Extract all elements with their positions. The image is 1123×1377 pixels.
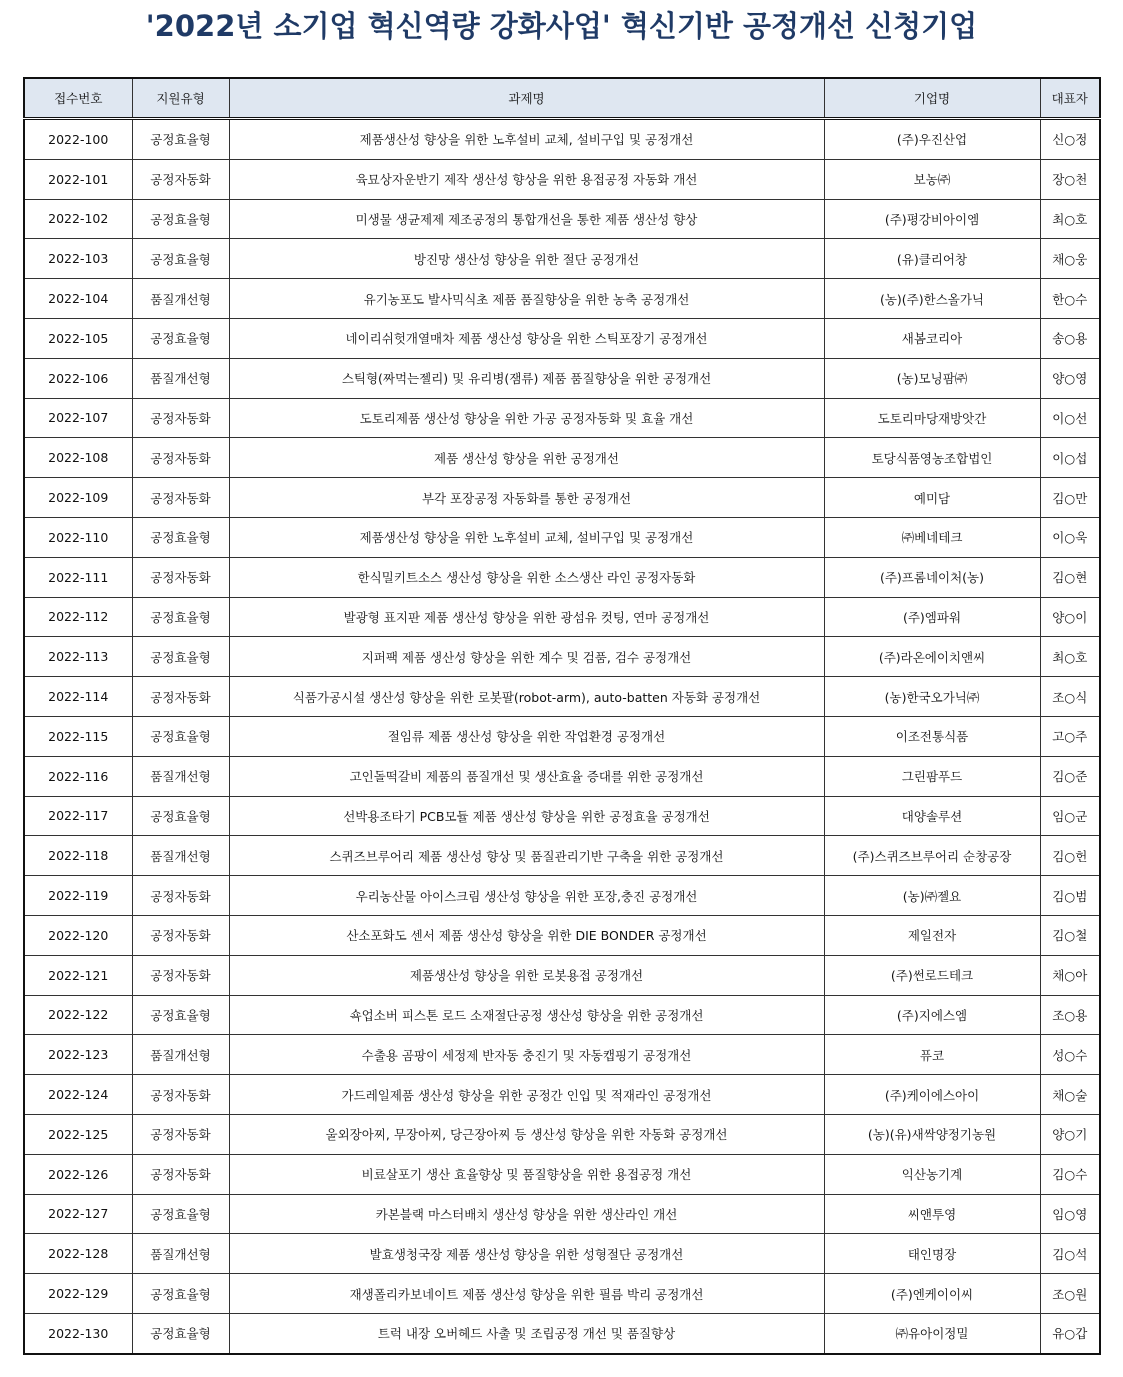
support-type-cell: 품질개선형 (132, 1035, 229, 1075)
header-support-type: 지원유형 (132, 78, 229, 119)
table-row (24, 557, 1100, 597)
table-row (24, 438, 1100, 478)
table-header-row (24, 78, 1100, 119)
receipt-no-cell: 2022-102 (24, 199, 132, 239)
project-name-cell: 수출용 곰팡이 세정제 반자동 충진기 및 자동캡핑기 공정개선 (229, 1035, 824, 1075)
support-type-cell: 공정효율형 (132, 239, 229, 279)
representative-cell: 조○용 (1040, 995, 1100, 1035)
header-project-name: 과제명 (229, 78, 824, 119)
project-name-cell: 제품 생산성 향상을 위한 공정개선 (229, 438, 824, 478)
project-name-cell: 부각 포장공정 자동화를 통한 공정개선 (229, 478, 824, 518)
support-type-cell: 공정효율형 (132, 1313, 229, 1353)
project-name-cell: 제품생산성 향상을 위한 로봇용접 공정개선 (229, 955, 824, 995)
support-type-cell: 공정자동화 (132, 677, 229, 717)
company-name-cell: 퓨코 (824, 1035, 1040, 1075)
project-name-cell: 우리농산물 아이스크림 생산성 향상을 위한 포장,충진 공정개선 (229, 876, 824, 916)
representative-cell: 채○아 (1040, 955, 1100, 995)
representative-cell: 김○준 (1040, 756, 1100, 796)
support-type-cell: 공정자동화 (132, 557, 229, 597)
receipt-no-cell: 2022-120 (24, 915, 132, 955)
project-name-cell: 제품생산성 향상을 위한 노후설비 교체, 설비구입 및 공정개선 (229, 119, 824, 160)
support-type-cell: 공정효율형 (132, 199, 229, 239)
support-type-cell: 품질개선형 (132, 358, 229, 398)
company-name-cell: (농)(주)한스올가닉 (824, 279, 1040, 319)
receipt-no-cell: 2022-124 (24, 1075, 132, 1115)
project-name-cell: 고인돌떡갈비 제품의 품질개선 및 생산효율 증대를 위한 공정개선 (229, 756, 824, 796)
company-name-cell: (농)(유)새싹양정기농원 (824, 1114, 1040, 1154)
project-name-cell: 육묘상자운반기 제작 생산성 향상을 위한 용접공정 자동화 개선 (229, 159, 824, 199)
table-row (24, 279, 1100, 319)
project-name-cell: 방진망 생산성 향상을 위한 절단 공정개선 (229, 239, 824, 279)
company-name-cell: 도토리마당재방앗간 (824, 398, 1040, 438)
support-type-cell: 공정자동화 (132, 876, 229, 916)
receipt-no-cell: 2022-115 (24, 716, 132, 756)
representative-cell: 최○호 (1040, 199, 1100, 239)
table-row (24, 1194, 1100, 1234)
representative-cell: 채○술 (1040, 1075, 1100, 1115)
table-row (24, 1114, 1100, 1154)
receipt-no-cell: 2022-126 (24, 1154, 132, 1194)
company-name-cell: (유)클리어창 (824, 239, 1040, 279)
support-type-cell: 공정자동화 (132, 1075, 229, 1115)
table-row (24, 119, 1100, 160)
company-name-cell: (주)엠파워 (824, 597, 1040, 637)
representative-cell: 조○원 (1040, 1274, 1100, 1314)
support-type-cell: 공정자동화 (132, 438, 229, 478)
representative-cell: 이○선 (1040, 398, 1100, 438)
representative-cell: 임○군 (1040, 796, 1100, 836)
support-type-cell: 공정자동화 (132, 955, 229, 995)
table-row (24, 318, 1100, 358)
receipt-no-cell: 2022-109 (24, 478, 132, 518)
table-row (24, 995, 1100, 1035)
page-title: '2022년 소기업 혁신역량 강화사업' 혁신기반 공정개선 신청기업 (145, 9, 978, 43)
project-name-cell: 절임류 제품 생산성 향상을 위한 작업환경 공정개선 (229, 716, 824, 756)
company-name-cell: (주)평강비아이엠 (824, 199, 1040, 239)
support-type-cell: 품질개선형 (132, 279, 229, 319)
support-type-cell: 공정효율형 (132, 1194, 229, 1234)
receipt-no-cell: 2022-111 (24, 557, 132, 597)
representative-cell: 유○갑 (1040, 1313, 1100, 1353)
representative-cell: 김○헌 (1040, 836, 1100, 876)
receipt-no-cell: 2022-105 (24, 318, 132, 358)
company-name-cell: 태인명장 (824, 1234, 1040, 1274)
project-name-cell: 울외장아찌, 무장아찌, 당근장아찌 등 생산성 향상을 위한 자동화 공정개선 (229, 1114, 824, 1154)
receipt-no-cell: 2022-114 (24, 677, 132, 717)
receipt-no-cell: 2022-103 (24, 239, 132, 279)
receipt-no-cell: 2022-128 (24, 1234, 132, 1274)
representative-cell: 성○수 (1040, 1035, 1100, 1075)
company-name-cell: (주)프롬네이처(농) (824, 557, 1040, 597)
table-row (24, 955, 1100, 995)
receipt-no-cell: 2022-113 (24, 637, 132, 677)
table-row (24, 597, 1100, 637)
support-type-cell: 공정효율형 (132, 517, 229, 557)
project-name-cell: 한식밀키트소스 생산성 향상을 위한 소스생산 라인 공정자동화 (229, 557, 824, 597)
receipt-no-cell: 2022-122 (24, 995, 132, 1035)
company-name-cell: (농)㈜젤요 (824, 876, 1040, 916)
representative-cell: 김○수 (1040, 1154, 1100, 1194)
table-row (24, 1154, 1100, 1194)
receipt-no-cell: 2022-101 (24, 159, 132, 199)
representative-cell: 송○용 (1040, 318, 1100, 358)
receipt-no-cell: 2022-119 (24, 876, 132, 916)
representative-cell: 김○석 (1040, 1234, 1100, 1274)
project-name-cell: 가드레일제품 생산성 향상을 위한 공정간 인입 및 적재라인 공정개선 (229, 1075, 824, 1115)
table-row (24, 1313, 1100, 1353)
representative-cell: 김○만 (1040, 478, 1100, 518)
table-row (24, 517, 1100, 557)
table-row (24, 199, 1100, 239)
representative-cell: 조○식 (1040, 677, 1100, 717)
project-name-cell: 도토리제품 생산성 향상을 위한 가공 공정자동화 및 효율 개선 (229, 398, 824, 438)
support-type-cell: 품질개선형 (132, 1234, 229, 1274)
representative-cell: 최○호 (1040, 637, 1100, 677)
receipt-no-cell: 2022-130 (24, 1313, 132, 1353)
project-name-cell: 트럭 내장 오버헤드 사출 및 조립공정 개선 및 품질향상 (229, 1313, 824, 1353)
project-name-cell: 스틱형(짜먹는젤리) 및 유리병(잼류) 제품 품질향상을 위한 공정개선 (229, 358, 824, 398)
table-body (24, 119, 1100, 1354)
table-row (24, 637, 1100, 677)
table-row (24, 1075, 1100, 1115)
company-name-cell: (주)썬로드테크 (824, 955, 1040, 995)
company-name-cell: (주)지에스엠 (824, 995, 1040, 1035)
project-name-cell: 선박용조타기 PCB모듈 제품 생산성 향상을 위한 공정효율 공정개선 (229, 796, 824, 836)
table-row (24, 796, 1100, 836)
company-name-cell: 토당식품영농조합법인 (824, 438, 1040, 478)
company-name-cell: ㈜베네테크 (824, 517, 1040, 557)
project-name-cell: 미생물 생균제제 제조공정의 통합개선을 통한 제품 생산성 향상 (229, 199, 824, 239)
support-type-cell: 공정효율형 (132, 637, 229, 677)
table-row (24, 836, 1100, 876)
representative-cell: 김○범 (1040, 876, 1100, 916)
project-name-cell: 재생폴리카보네이트 제품 생산성 향상을 위한 필름 박리 공정개선 (229, 1274, 824, 1314)
representative-cell: 양○이 (1040, 597, 1100, 637)
representative-cell: 양○기 (1040, 1114, 1100, 1154)
project-name-cell: 제품생산성 향상을 위한 노후설비 교체, 설비구입 및 공정개선 (229, 517, 824, 557)
header-company-name: 기업명 (824, 78, 1040, 119)
project-name-cell: 산소포화도 센서 제품 생산성 향상을 위한 DIE BONDER 공정개선 (229, 915, 824, 955)
representative-cell: 이○욱 (1040, 517, 1100, 557)
project-name-cell: 쇽업소버 피스톤 로드 소재절단공정 생산성 향상을 위한 공정개선 (229, 995, 824, 1035)
table-row (24, 358, 1100, 398)
applicant-table (23, 77, 1101, 1355)
project-name-cell: 비료살포기 생산 효율향상 및 품질향상을 위한 용접공정 개선 (229, 1154, 824, 1194)
representative-cell: 채○웅 (1040, 239, 1100, 279)
company-name-cell: (주)우진산업 (824, 119, 1040, 160)
company-name-cell: 그린팜푸드 (824, 756, 1040, 796)
project-name-cell: 카본블랙 마스터배치 생산성 향상을 위한 생산라인 개선 (229, 1194, 824, 1234)
support-type-cell: 품질개선형 (132, 756, 229, 796)
receipt-no-cell: 2022-110 (24, 517, 132, 557)
project-name-cell: 식품가공시설 생산성 향상을 위한 로봇팔(robot-arm), auto-batten 자동화 공정개선 (229, 677, 824, 717)
table-row (24, 756, 1100, 796)
support-type-cell: 공정자동화 (132, 159, 229, 199)
company-name-cell: 씨앤투영 (824, 1194, 1040, 1234)
company-name-cell: 이조전통식품 (824, 716, 1040, 756)
support-type-cell: 공정효율형 (132, 796, 229, 836)
project-name-cell: 발효생청국장 제품 생산성 향상을 위한 성형절단 공정개선 (229, 1234, 824, 1274)
receipt-no-cell: 2022-116 (24, 756, 132, 796)
receipt-no-cell: 2022-117 (24, 796, 132, 836)
table-row (24, 716, 1100, 756)
receipt-no-cell: 2022-125 (24, 1114, 132, 1154)
table-row (24, 1035, 1100, 1075)
project-name-cell: 지퍼팩 제품 생산성 향상을 위한 계수 및 검품, 검수 공정개선 (229, 637, 824, 677)
representative-cell: 고○주 (1040, 716, 1100, 756)
project-name-cell: 유기농포도 발사믹식초 제품 품질향상을 위한 농축 공정개선 (229, 279, 824, 319)
receipt-no-cell: 2022-108 (24, 438, 132, 478)
receipt-no-cell: 2022-106 (24, 358, 132, 398)
receipt-no-cell: 2022-107 (24, 398, 132, 438)
project-name-cell: 발광형 표지판 제품 생산성 향상을 위한 광섬유 컷팅, 연마 공정개선 (229, 597, 824, 637)
representative-cell: 한○수 (1040, 279, 1100, 319)
receipt-no-cell: 2022-123 (24, 1035, 132, 1075)
representative-cell: 양○영 (1040, 358, 1100, 398)
support-type-cell: 공정자동화 (132, 1154, 229, 1194)
company-name-cell: 익산농기계 (824, 1154, 1040, 1194)
receipt-no-cell: 2022-100 (24, 119, 132, 160)
table-row (24, 915, 1100, 955)
header-receipt-no: 접수번호 (24, 78, 132, 119)
support-type-cell: 공정자동화 (132, 1114, 229, 1154)
representative-cell: 장○천 (1040, 159, 1100, 199)
representative-cell: 임○영 (1040, 1194, 1100, 1234)
table-row (24, 398, 1100, 438)
company-name-cell: (주)엔케이이씨 (824, 1274, 1040, 1314)
table-row (24, 876, 1100, 916)
support-type-cell: 품질개선형 (132, 836, 229, 876)
company-name-cell: 대양솔루션 (824, 796, 1040, 836)
company-name-cell: (농)모닝팜㈜ (824, 358, 1040, 398)
support-type-cell: 공정자동화 (132, 478, 229, 518)
support-type-cell: 공정효율형 (132, 995, 229, 1035)
company-name-cell: (주)스퀴즈브루어리 순창공장 (824, 836, 1040, 876)
receipt-no-cell: 2022-118 (24, 836, 132, 876)
company-name-cell: (주)라온에이치앤씨 (824, 637, 1040, 677)
company-name-cell: ㈜유아이정밀 (824, 1313, 1040, 1353)
support-type-cell: 공정효율형 (132, 119, 229, 160)
company-name-cell: 예미담 (824, 478, 1040, 518)
representative-cell: 신○정 (1040, 119, 1100, 160)
table-row (24, 478, 1100, 518)
representative-cell: 김○철 (1040, 915, 1100, 955)
representative-cell: 김○현 (1040, 557, 1100, 597)
table-row (24, 239, 1100, 279)
receipt-no-cell: 2022-104 (24, 279, 132, 319)
company-name-cell: (농)한국오가닉㈜ (824, 677, 1040, 717)
receipt-no-cell: 2022-121 (24, 955, 132, 995)
support-type-cell: 공정자동화 (132, 398, 229, 438)
receipt-no-cell: 2022-127 (24, 1194, 132, 1234)
representative-cell: 이○섭 (1040, 438, 1100, 478)
receipt-no-cell: 2022-129 (24, 1274, 132, 1314)
receipt-no-cell: 2022-112 (24, 597, 132, 637)
table-row (24, 159, 1100, 199)
company-name-cell: (주)케이에스아이 (824, 1075, 1040, 1115)
company-name-cell: 새봄코리아 (824, 318, 1040, 358)
project-name-cell: 네이리쉬헛개열매차 제품 생산성 향상을 위한 스틱포장기 공정개선 (229, 318, 824, 358)
company-name-cell: 보농㈜ (824, 159, 1040, 199)
company-name-cell: 제일전자 (824, 915, 1040, 955)
header-representative: 대표자 (1040, 78, 1100, 119)
table-row (24, 677, 1100, 717)
support-type-cell: 공정자동화 (132, 915, 229, 955)
support-type-cell: 공정효율형 (132, 318, 229, 358)
support-type-cell: 공정효율형 (132, 597, 229, 637)
project-name-cell: 스퀴즈브루어리 제품 생산성 향상 및 품질관리기반 구축을 위한 공정개선 (229, 836, 824, 876)
support-type-cell: 공정효율형 (132, 1274, 229, 1314)
table-row (24, 1274, 1100, 1314)
support-type-cell: 공정효율형 (132, 716, 229, 756)
table-row (24, 1234, 1100, 1274)
